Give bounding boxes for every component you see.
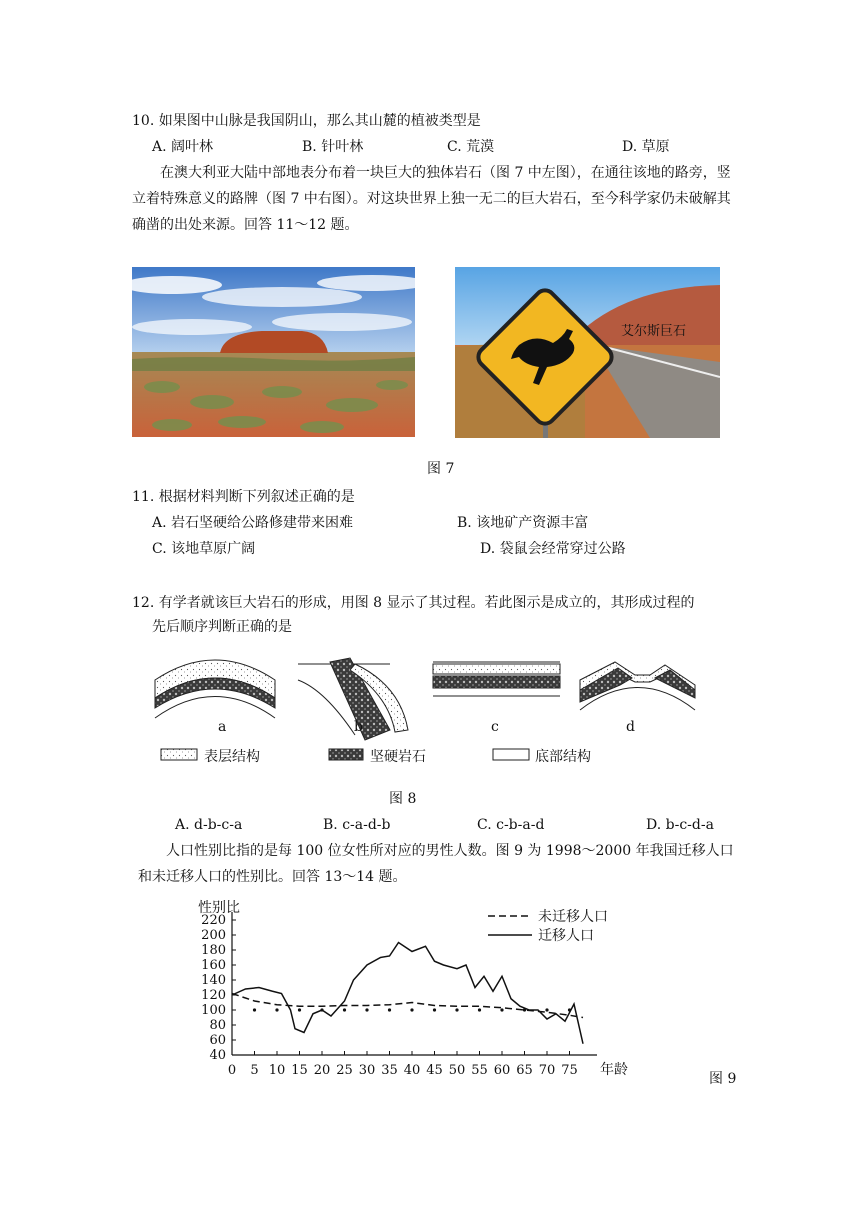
passage-2: 人口性别比指的是每 100 位女性所对应的男性人数。图 9 为 1998～2000 年我国迁移人口和未迁移人口的性别比。回答 13～14 题。 xyxy=(138,843,734,885)
reference-dot xyxy=(500,1008,503,1011)
reference-dot xyxy=(478,1008,481,1011)
q11-option-b: B. 该地矿产资源丰富 xyxy=(457,515,589,531)
reference-dot xyxy=(365,1008,368,1011)
legend-rock-swatch xyxy=(328,748,368,762)
x-axis-label: 年龄 xyxy=(600,1062,628,1078)
x-tick-label-45: 45 xyxy=(426,1063,443,1078)
fig8-label-d: d xyxy=(626,719,635,735)
legend-base-label: 底部结构 xyxy=(535,749,591,765)
x-tick-label-40: 40 xyxy=(403,1063,421,1078)
fig8-label-c: c xyxy=(491,719,499,735)
x-tick-label-5: 5 xyxy=(250,1063,259,1078)
legend-label-migrant: 迁移人口 xyxy=(538,928,594,944)
fig8-label-b: b xyxy=(354,719,363,735)
fig9-chart xyxy=(180,895,650,1085)
x-tick-label-20: 20 xyxy=(313,1063,331,1078)
q10-option-b: B. 针叶林 xyxy=(302,139,364,155)
reference-dot xyxy=(343,1008,346,1011)
q12-option-a: A. d-b-c-a xyxy=(175,817,243,833)
fig8-panel-c xyxy=(433,662,560,696)
uluru-photo xyxy=(132,267,415,437)
x-tick-label-15: 15 xyxy=(291,1063,308,1078)
legend-rock-label: 坚硬岩石 xyxy=(370,749,426,765)
y-axis-label: 性别比 xyxy=(198,900,240,916)
reference-dot xyxy=(455,1008,458,1011)
q11-option-d: D. 袋鼠会经常穿过公路 xyxy=(480,541,626,557)
y-tick-label-40: 40 xyxy=(209,1048,226,1063)
x-tick-label-75: 75 xyxy=(561,1063,578,1078)
series-line-non-migrant xyxy=(232,994,583,1018)
kangaroo-sign-photo xyxy=(455,267,720,438)
ayers-rock-label: 艾尔斯巨石 xyxy=(621,324,687,339)
reference-dot xyxy=(410,1008,413,1011)
fig8-panel-b xyxy=(298,658,408,740)
series-line-migrant xyxy=(232,943,583,1044)
fig7-caption: 图 7 xyxy=(427,461,455,477)
x-tick-label-25: 25 xyxy=(336,1063,353,1078)
q12-option-b: B. c-a-d-b xyxy=(323,817,391,833)
x-tick-label-60: 60 xyxy=(493,1063,511,1078)
y-tick-label-180: 180 xyxy=(201,943,226,958)
y-tick-label-120: 120 xyxy=(201,988,226,1003)
reference-dot xyxy=(275,1008,278,1011)
q12-option-c: C. c-b-a-d xyxy=(477,817,545,833)
x-tick-label-50: 50 xyxy=(448,1063,466,1078)
legend-surface-label: 表层结构 xyxy=(204,749,260,765)
fig8-caption: 图 8 xyxy=(389,791,417,807)
x-tick-label-70: 70 xyxy=(538,1063,556,1078)
reference-dot xyxy=(253,1008,256,1011)
y-tick-label-80: 80 xyxy=(209,1018,226,1033)
x-tick-label-55: 55 xyxy=(471,1063,488,1078)
reference-dot xyxy=(298,1008,301,1011)
q10-option-d: D. 草原 xyxy=(622,139,670,155)
legend-surface-swatch xyxy=(160,748,200,762)
q10-stem: 10. 如果图中山脉是我国阴山，那么其山麓的植被类型是 xyxy=(132,113,481,129)
fig8-panel-d xyxy=(580,662,695,710)
x-tick-label-65: 65 xyxy=(516,1063,533,1078)
reference-dot xyxy=(433,1008,436,1011)
q12-option-d: D. b-c-d-a xyxy=(646,817,714,833)
reference-dot xyxy=(545,1008,548,1011)
fig8-panel-a xyxy=(155,660,275,718)
y-tick-label-200: 200 xyxy=(201,928,226,943)
y-tick-label-220: 220 xyxy=(201,913,226,928)
passage-1: 在澳大利亚大陆中部地表分布着一块巨大的独体岩石（图 7 中左图），在通往该地的路旁，竖立着特殊意义的路牌（图 7 中右图）。对这块世界上独一无二的巨大岩石，至今科学家仍未破解其确凿的出处来源。回答 11～12 题。 xyxy=(132,165,731,233)
y-tick-label-160: 160 xyxy=(201,958,226,973)
reference-dot xyxy=(388,1008,391,1011)
y-tick-label-100: 100 xyxy=(201,1003,226,1018)
q11-stem: 11. 根据材料判断下列叙述正确的是 xyxy=(132,489,355,505)
fig9-caption: 图 9 xyxy=(709,1071,737,1087)
q12-stem-line2: 先后顺序判断正确的是 xyxy=(152,619,292,635)
x-tick-label-35: 35 xyxy=(381,1063,398,1078)
q12-stem-line1: 12. 有学者就该巨大岩石的形成，用图 8 显示了其过程。若此图示是成立的，其形成过程的 xyxy=(132,595,695,611)
y-tick-label-60: 60 xyxy=(209,1033,226,1048)
legend-base-swatch xyxy=(492,748,532,762)
x-tick-label-0: 0 xyxy=(227,1063,237,1078)
q11-option-a: A. 岩石坚硬给公路修建带来困难 xyxy=(152,515,354,531)
x-tick-label-30: 30 xyxy=(358,1063,376,1078)
q10-option-a: A. 阔叶林 xyxy=(152,139,214,155)
fig8-label-a: a xyxy=(218,719,227,735)
q11-option-c: C. 该地草原广阔 xyxy=(152,541,256,557)
y-tick-label-140: 140 xyxy=(201,973,226,988)
x-tick-label-10: 10 xyxy=(268,1063,286,1078)
legend-label-non-migrant: 未迁移人口 xyxy=(538,909,608,925)
q10-option-c: C. 荒漠 xyxy=(447,139,495,155)
